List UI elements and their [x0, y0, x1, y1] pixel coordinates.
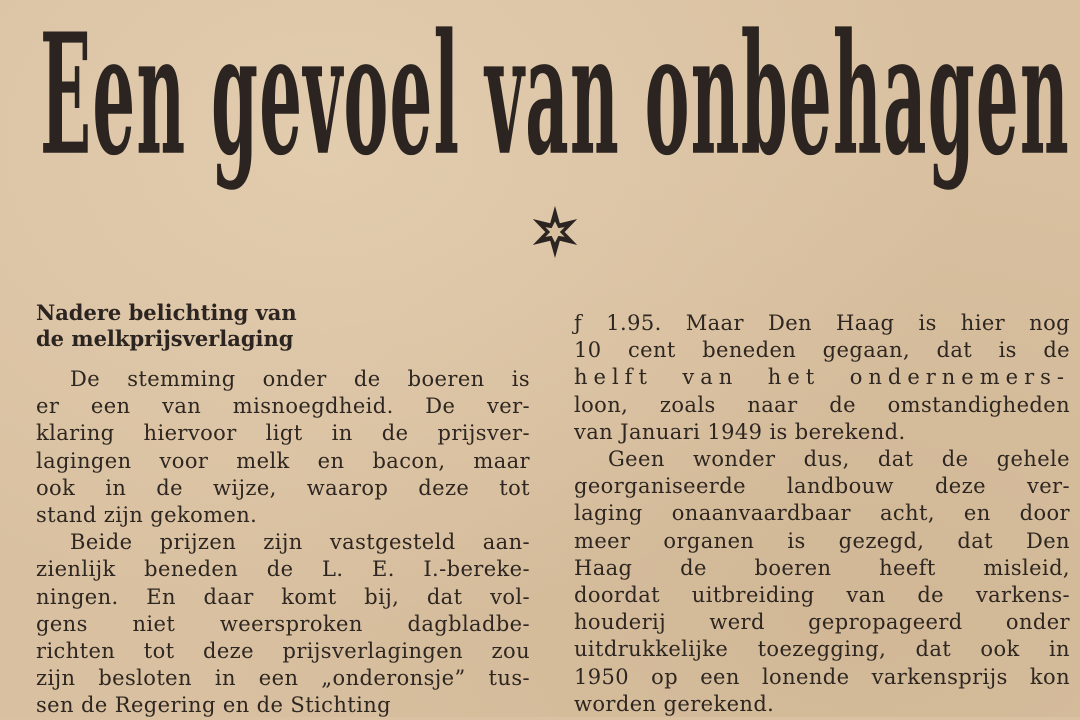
text-line: De stemming onder de boeren is [70, 367, 530, 391]
text-line: helft van het ondernemers- [574, 365, 1070, 390]
text-line: richten tot deze prijsverlagingen zou [36, 639, 530, 664]
text-line: zijn besloten in een „onderonsje” tus- [36, 666, 530, 691]
text-line: loon, zoals naar de omstandigheden [574, 392, 1070, 417]
subheading-line: Nadere belichting van [36, 300, 297, 325]
headline: Een gevoel van onbehagen [40, 12, 1070, 193]
text-line: sen de Regering en de Stichting [36, 693, 391, 718]
subheading [36, 300, 530, 352]
text-line: ƒ 1.95. Maar Den Haag is hier nog [574, 311, 1070, 335]
text-line: lagingen voor melk en bacon, maar [36, 448, 530, 473]
text-line: laging onaanvaardbaar acht, en door [574, 501, 1070, 526]
headline-area [0, 12, 1080, 202]
star-ornament-icon [526, 203, 584, 261]
subheading-line: de melkprijsverlaging [36, 326, 294, 351]
text-line: ook in de wijze, waarop deze tot [36, 475, 530, 500]
paragraph [574, 310, 1070, 446]
paragraph [574, 446, 1070, 718]
text-line: Beide prijzen zijn vastgesteld aan- [70, 530, 530, 555]
text-line: meer organen is gezegd, dat Den [574, 528, 1070, 553]
text-line: ningen. En daar komt bij, dat vol- [36, 584, 530, 609]
text-line: Haag de boeren heeft misleid, [574, 555, 1070, 580]
text-line: uitdrukkelijke toezegging, dat ook in [574, 637, 1070, 662]
text-line: zienlijk beneden de L. E. I.-bereke- [36, 557, 530, 582]
text-line: van Januari 1949 is berekend. [574, 419, 906, 444]
paragraph [36, 366, 530, 529]
text-line: doordat uitbreiding van de varkens- [574, 583, 1070, 608]
paragraph [36, 529, 530, 719]
text-line: houderij werd gepropageerd onder [574, 610, 1070, 635]
left-column [36, 300, 530, 720]
text-line: klaring hiervoor ligt in de prijsver- [36, 421, 530, 446]
right-column [574, 310, 1070, 718]
text-line: gens niet weersproken dagbladbe- [36, 611, 530, 636]
text-line: 1950 op een lonende varkensprijs kon [574, 664, 1070, 689]
text-line: 10 cent beneden gegaan, dat is de [574, 338, 1070, 363]
text-line: Geen wonder dus, dat de gehele [608, 447, 1070, 472]
text-line: worden gerekend. [574, 691, 775, 716]
text-line: er een van misnoegdheid. De ver- [36, 394, 530, 419]
text-line: stand zijn gekomen. [36, 503, 258, 528]
text-line: georganiseerde landbouw deze ver- [574, 474, 1070, 499]
